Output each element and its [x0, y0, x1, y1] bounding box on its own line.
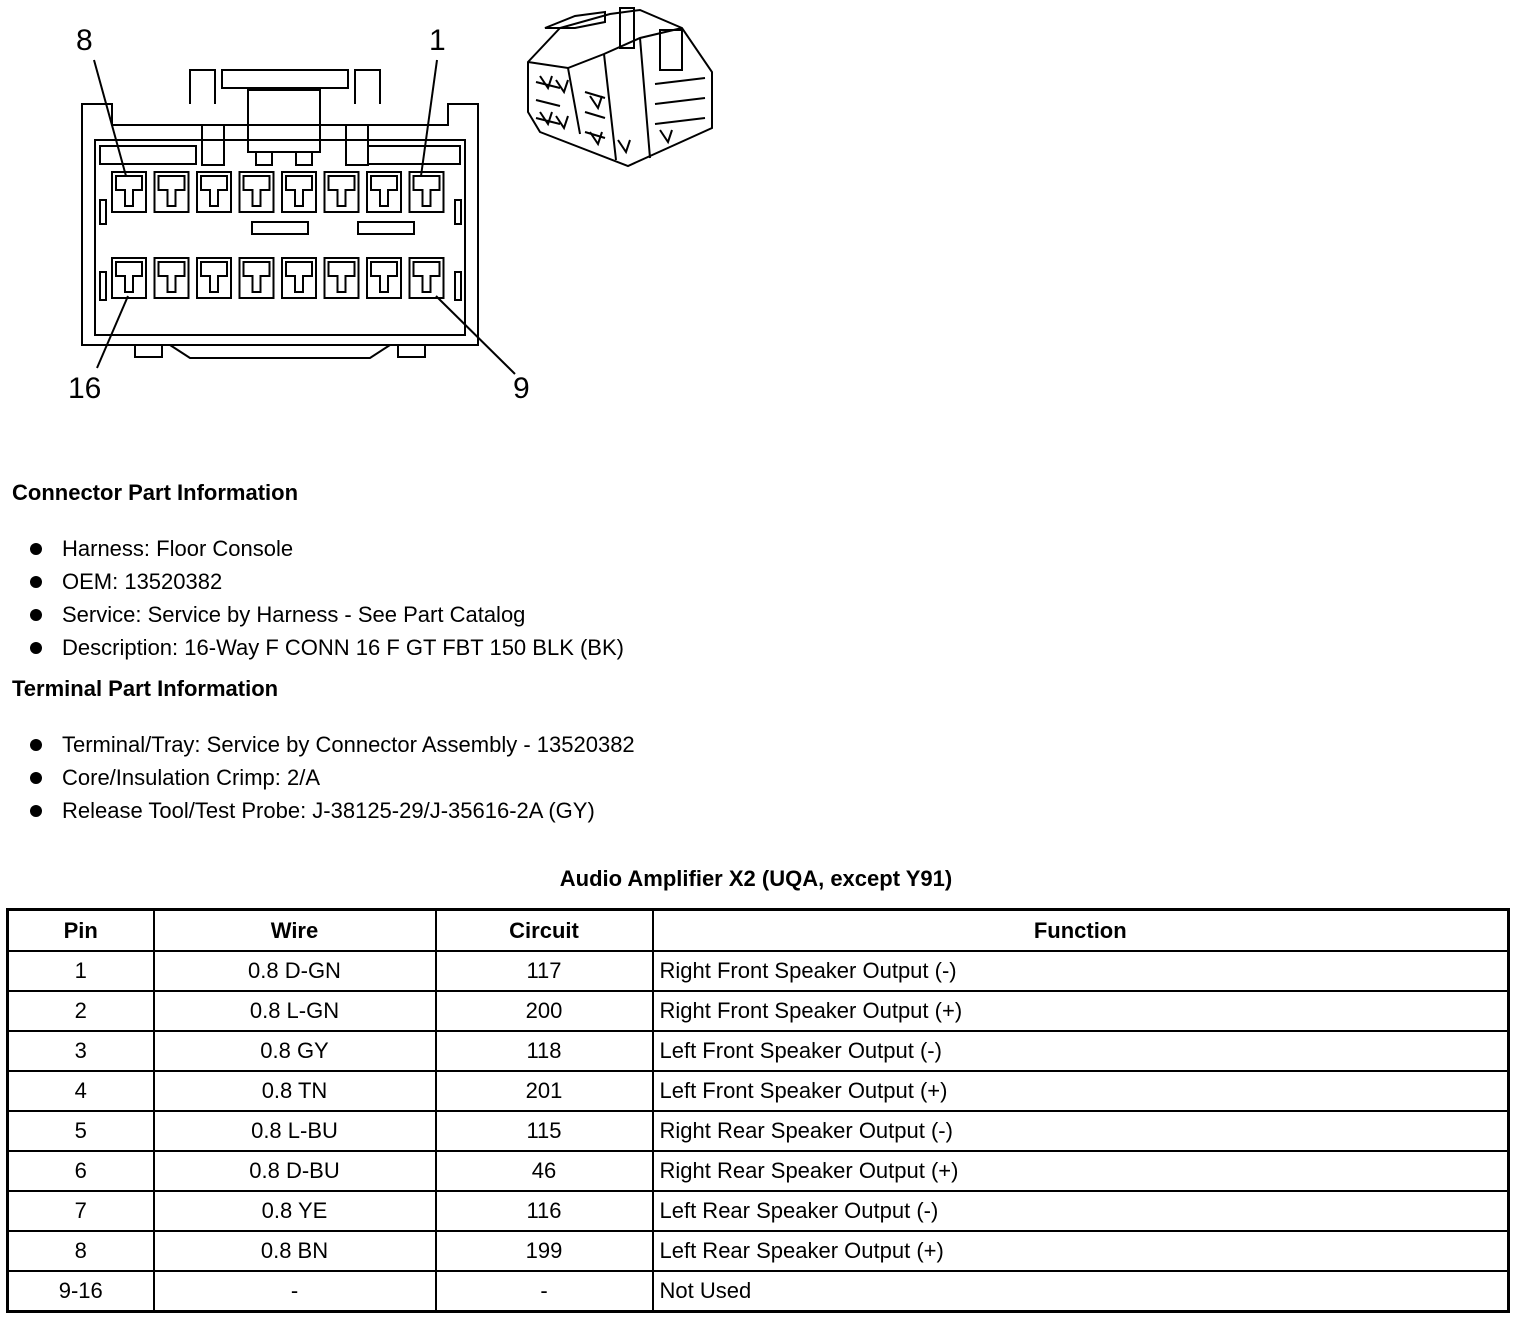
cell-circuit: 116 [436, 1191, 653, 1231]
bullet-icon [30, 805, 42, 817]
table-body [8, 951, 1509, 1312]
cell-wire: 0.8 TN [154, 1071, 436, 1111]
connector-info-text: Harness: Floor Console [62, 536, 294, 561]
table-title: Audio Amplifier X2 (UQA, except Y91) [559, 866, 953, 891]
table-row [8, 1031, 1509, 1071]
pin-cavity-top [410, 172, 444, 212]
pin-cavity-bottom [367, 258, 401, 298]
cell-circuit: 201 [436, 1071, 653, 1111]
pin-cavity-bottom [240, 258, 274, 298]
leader-line-8 [94, 60, 126, 176]
pin-cavity-bottom [282, 258, 316, 298]
pin-cavity-bottom [197, 258, 231, 298]
connector-info-item [30, 532, 624, 565]
cell-pin: 2 [8, 991, 154, 1031]
table-row [8, 1111, 1509, 1151]
cell-circuit: 115 [436, 1111, 653, 1151]
cell-function: Right Rear Speaker Output (-) [653, 1111, 1509, 1151]
pin-cavity-bottom [112, 258, 146, 298]
cell-function: Left Rear Speaker Output (-) [653, 1191, 1509, 1231]
header-pin: Pin [8, 910, 154, 952]
cell-circuit: 46 [436, 1151, 653, 1191]
cell-function: Left Front Speaker Output (-) [653, 1031, 1509, 1071]
cell-wire: 0.8 L-BU [154, 1111, 436, 1151]
terminal-info-text: Terminal/Tray: Service by Connector Assembly - 13520382 [62, 732, 635, 757]
connector-latch [190, 70, 215, 104]
pin-cavity-bottom [155, 258, 189, 298]
header-wire: Wire [154, 910, 436, 952]
bullet-icon [30, 739, 42, 751]
pin-cavity-top [197, 172, 231, 212]
bullet-icon [30, 543, 42, 555]
connector-part-info-heading: Connector Part Information [12, 480, 299, 505]
pin-cavity-top [325, 172, 359, 212]
cell-wire: 0.8 L-GN [154, 991, 436, 1031]
cell-pin: 4 [8, 1071, 154, 1111]
header-function: Function [653, 910, 1509, 952]
bullet-icon [30, 609, 42, 621]
table-row [8, 1191, 1509, 1231]
bullet-icon [30, 642, 42, 654]
header-circuit: Circuit [436, 910, 653, 952]
callout-pin-16: 16 [68, 372, 102, 405]
terminal-info-item [30, 794, 635, 827]
cell-pin: 9-16 [8, 1271, 154, 1312]
cell-pin: 8 [8, 1231, 154, 1271]
table-row [8, 1151, 1509, 1191]
cell-circuit: 117 [436, 951, 653, 991]
table-row [8, 1071, 1509, 1111]
cell-wire: 0.8 BN [154, 1231, 436, 1271]
cell-function: Left Front Speaker Output (+) [653, 1071, 1509, 1111]
table-row [8, 991, 1509, 1031]
terminal-info-item [30, 761, 635, 794]
callout-pin-1: 1 [429, 24, 446, 57]
table-header-row [8, 910, 1509, 952]
cell-pin: 5 [8, 1111, 154, 1151]
pin-cavity-top [112, 172, 146, 212]
cell-function: Right Front Speaker Output (-) [653, 951, 1509, 991]
pin-cavity-top [282, 172, 316, 212]
connector-isometric-view [528, 8, 712, 166]
cell-function: Not Used [653, 1271, 1509, 1312]
pin-cavity-top [240, 172, 274, 212]
cell-wire: - [154, 1271, 436, 1312]
bullet-icon [30, 772, 42, 784]
cell-function: Left Rear Speaker Output (+) [653, 1231, 1509, 1271]
cell-wire: 0.8 D-GN [154, 951, 436, 991]
terminal-part-info-list [30, 728, 635, 827]
connector-info-item [30, 565, 624, 598]
cell-function: Right Front Speaker Output (+) [653, 991, 1509, 1031]
connector-info-item [30, 631, 624, 664]
connector-info-text: Service: Service by Harness - See Part Catalog [62, 602, 526, 627]
callout-pin-9: 9 [513, 372, 530, 405]
pin-cavity-top [367, 172, 401, 212]
cell-circuit: 200 [436, 991, 653, 1031]
terminal-part-info-heading: Terminal Part Information [12, 676, 279, 701]
pin-cavity-bottom [410, 258, 444, 298]
terminal-info-text: Core/Insulation Crimp: 2/A [62, 765, 320, 790]
cell-circuit: 199 [436, 1231, 653, 1271]
cell-wire: 0.8 D-BU [154, 1151, 436, 1191]
connector-info-item [30, 598, 624, 631]
cell-function: Right Rear Speaker Output (+) [653, 1151, 1509, 1191]
table-row [8, 951, 1509, 991]
connector-face-diagram [0, 0, 760, 430]
connector-info-text: Description: 16-Way F CONN 16 F GT FBT 150 BLK (BK) [62, 635, 624, 660]
terminal-info-text: Release Tool/Test Probe: J-38125-29/J-35616-2A (GY) [62, 798, 595, 823]
cell-pin: 6 [8, 1151, 154, 1191]
pin-cavity-bottom [325, 258, 359, 298]
bullet-icon [30, 576, 42, 588]
cell-circuit: - [436, 1271, 653, 1312]
pin-cavity-top [155, 172, 189, 212]
connector-lock-bar [222, 70, 348, 88]
table-row [8, 1271, 1509, 1312]
cell-wire: 0.8 GY [154, 1031, 436, 1071]
table-row [8, 1231, 1509, 1271]
cell-pin: 7 [8, 1191, 154, 1231]
terminal-info-item [30, 728, 635, 761]
connector-info-text: OEM: 13520382 [62, 569, 223, 594]
cell-circuit: 118 [436, 1031, 653, 1071]
cell-pin: 3 [8, 1031, 154, 1071]
pinout-table [6, 908, 1510, 1313]
cell-wire: 0.8 YE [154, 1191, 436, 1231]
leader-line-1 [421, 60, 437, 176]
callout-pin-8: 8 [76, 24, 93, 57]
cell-pin: 1 [8, 951, 154, 991]
connector-part-info-list [30, 532, 624, 664]
leader-line-16 [97, 296, 128, 368]
